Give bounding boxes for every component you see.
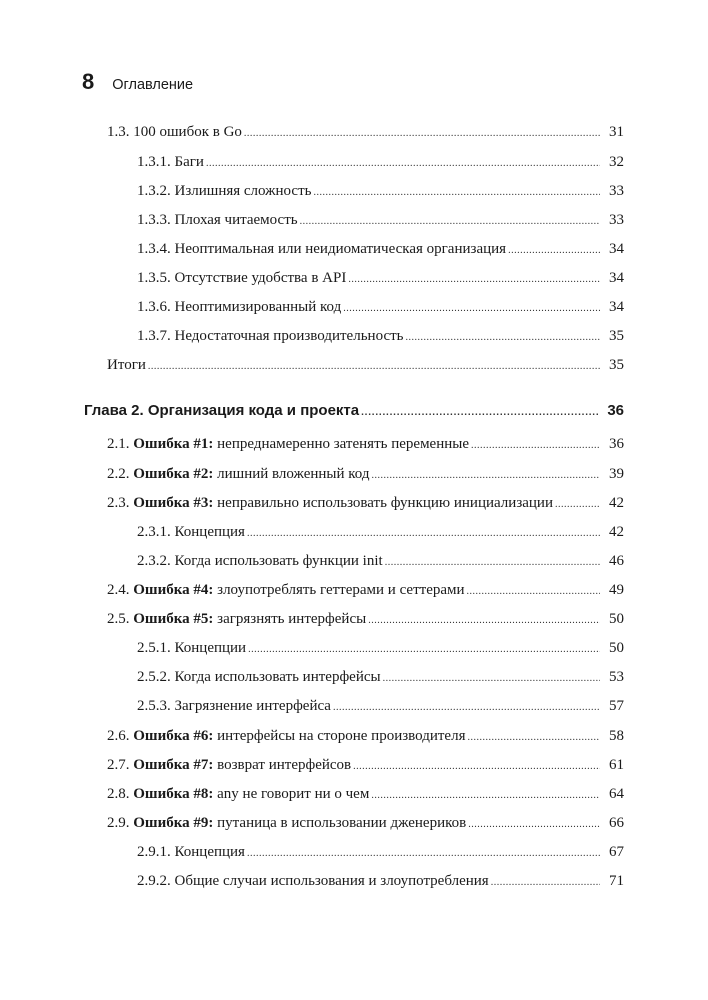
dot-leader <box>247 528 600 539</box>
toc-entry <box>0 728 708 745</box>
toc-entry-number: 1.3.1. <box>137 154 171 170</box>
toc-entry-number: 2.9.2. <box>137 873 171 889</box>
toc-entry <box>0 582 708 599</box>
toc-entry-title: интерфейсы на стороне производителя <box>217 728 466 744</box>
dot-leader <box>508 245 600 256</box>
toc-entry-mistake-label: Ошибка #4: <box>133 582 214 598</box>
toc-entry-number: 1.3.5. <box>137 270 171 286</box>
toc-entry-number: 2.3.1. <box>137 524 171 540</box>
toc-entry-number: 2.6. <box>107 728 130 744</box>
toc-entry-title: лишний вложенный код <box>217 466 370 482</box>
toc-entry-page: 31 <box>609 124 624 140</box>
toc-entry-page: 36 <box>609 436 624 452</box>
toc-entry-page: 33 <box>609 183 624 199</box>
toc-entry-title: Плохая читаемость <box>174 212 298 228</box>
toc-entry-page: 32 <box>609 154 624 170</box>
running-title: Оглавление <box>112 77 194 93</box>
toc-entry-page: 36 <box>607 402 624 419</box>
toc-entry <box>0 698 708 715</box>
toc-entry-page: 57 <box>609 698 624 714</box>
dot-leader <box>206 158 600 169</box>
toc-entry-title: путаница в использовании дженериков <box>217 815 467 831</box>
toc-entry-number: 1.3.7. <box>137 328 171 344</box>
toc-entry-title: Неоптимальная или неидиоматическая организация <box>174 241 507 257</box>
toc-entry <box>0 466 708 483</box>
toc-entry-mistake-label: Ошибка #1: <box>133 436 214 452</box>
toc-entry-title: Итоги <box>107 357 146 373</box>
dot-leader <box>248 644 600 655</box>
toc-chapter-heading <box>0 402 708 419</box>
dot-leader <box>368 615 600 626</box>
toc-entry-number: 1.3.3. <box>137 212 171 228</box>
toc-entry-title: загрязнять интерфейсы <box>217 611 367 627</box>
dot-leader <box>471 440 600 451</box>
toc-entry-number: 1.3.4. <box>137 241 171 257</box>
toc-entry-page: 34 <box>609 270 624 286</box>
toc-entry-number: 2.2. <box>107 466 130 482</box>
dot-leader <box>555 499 600 510</box>
toc-entry-number: 2.5.2. <box>137 669 171 685</box>
toc-entry-page: 33 <box>609 212 624 228</box>
toc-entry <box>0 212 708 229</box>
toc-entry <box>0 757 708 774</box>
toc-entry <box>0 495 708 512</box>
toc-entry-title: 100 ошибок в Go <box>133 124 242 140</box>
dot-leader <box>148 361 600 372</box>
toc-entry-title: Когда использовать интерфейсы <box>174 669 381 685</box>
dot-leader <box>406 332 601 343</box>
toc-entry-page: 66 <box>609 815 624 831</box>
toc-entry-page: 58 <box>609 728 624 744</box>
dot-leader <box>314 187 601 198</box>
toc-entry <box>0 241 708 258</box>
toc-entry-page: 64 <box>609 786 624 802</box>
toc-entry-page: 67 <box>609 844 624 860</box>
toc-entry-number: 2.9.1. <box>137 844 171 860</box>
toc-entry <box>0 436 708 453</box>
toc-entry <box>0 357 708 374</box>
toc-entry <box>0 786 708 803</box>
dot-leader <box>468 819 600 830</box>
toc-entry-page: 53 <box>609 669 624 685</box>
toc-entry-page: 50 <box>609 640 624 656</box>
dot-leader <box>467 586 600 597</box>
toc-entry-mistake-label: Ошибка #6: <box>133 728 214 744</box>
toc-entry <box>0 669 708 686</box>
toc-entry <box>0 815 708 832</box>
toc-entry-title: any не говорит ни о чем <box>217 786 370 802</box>
toc-entry-title: Неоптимизированный код <box>174 299 342 315</box>
dot-leader <box>300 216 600 227</box>
toc-entry-title: непреднамеренно затенять переменные <box>217 436 470 452</box>
toc-entry-title: злоупотреблять геттерами и сеттерами <box>217 582 465 598</box>
toc-entry-title: Глава 2. Организация кода и проекта <box>84 402 360 419</box>
toc-entry-page: 42 <box>609 524 624 540</box>
toc-entry-mistake-label: Ошибка #2: <box>133 466 214 482</box>
toc-entry-mistake-label: Ошибка #9: <box>133 815 214 831</box>
toc-entry-title: Загрязнение интерфейса <box>174 698 331 714</box>
dot-leader <box>333 702 600 713</box>
toc-entry-number: 2.3.2. <box>137 553 171 569</box>
toc-entry-number: 2.8. <box>107 786 130 802</box>
toc-entry-number: 2.7. <box>107 757 130 773</box>
toc-entry-page: 46 <box>609 553 624 569</box>
dot-leader <box>467 732 600 743</box>
toc-entry-page: 34 <box>609 241 624 257</box>
toc-entry-number: 2.3. <box>107 495 130 511</box>
toc-entry <box>0 640 708 657</box>
toc-entry-number: 2.5.1. <box>137 640 171 656</box>
toc-entry-page: 50 <box>609 611 624 627</box>
toc-entry <box>0 873 708 890</box>
toc-entry-page: 71 <box>609 873 624 889</box>
toc-entry <box>0 270 708 287</box>
toc-entry-mistake-label: Ошибка #5: <box>133 611 214 627</box>
toc-entry <box>0 124 708 141</box>
toc-entry <box>0 553 708 570</box>
toc-entry-number: 1.3. <box>107 124 130 140</box>
toc-entry-page: 39 <box>609 466 624 482</box>
toc-entry-page: 35 <box>609 328 624 344</box>
toc-entry-page: 42 <box>609 495 624 511</box>
toc-entry-mistake-label: Ошибка #3: <box>133 495 214 511</box>
dot-leader <box>348 274 600 285</box>
dot-leader <box>244 128 600 139</box>
toc-entry-page: 61 <box>609 757 624 773</box>
toc-entry <box>0 183 708 200</box>
toc-entry-title: возврат интерфейсов <box>217 757 352 773</box>
toc-entry-number: 2.5. <box>107 611 130 627</box>
toc-entry-title: Когда использовать функции init <box>174 553 383 569</box>
toc-entry <box>0 299 708 316</box>
toc-entry-number: 1.3.2. <box>137 183 171 199</box>
toc-entry-mistake-label: Ошибка #7: <box>133 757 214 773</box>
toc-entry-title: неправильно использовать функцию инициализации <box>217 495 553 511</box>
toc-entry-number: 2.5.3. <box>137 698 171 714</box>
toc-entry <box>0 611 708 628</box>
toc-entry <box>0 524 708 541</box>
toc-entry-title: Концепция <box>174 844 245 860</box>
dot-leader <box>361 407 600 418</box>
dot-leader <box>372 470 601 481</box>
toc-entry-page: 34 <box>609 299 624 315</box>
toc-entry-title: Недостаточная производительность <box>174 328 404 344</box>
dot-leader <box>371 790 600 801</box>
toc-entry-title: Излишняя сложность <box>174 183 312 199</box>
toc-entry-number: 2.4. <box>107 582 130 598</box>
toc-entry-page: 49 <box>609 582 624 598</box>
toc-entry-mistake-label: Ошибка #8: <box>133 786 214 802</box>
toc-entry-page: 35 <box>609 357 624 373</box>
toc-entry-title: Концепция <box>174 524 245 540</box>
toc-entry <box>0 844 708 861</box>
toc-entry-title: Концепции <box>174 640 247 656</box>
page-header <box>82 69 193 95</box>
toc-entry-title: Отсутствие удобства в API <box>174 270 347 286</box>
toc-entry-title: Общие случаи использования и злоупотребления <box>174 873 489 889</box>
dot-leader <box>343 303 600 314</box>
dot-leader <box>383 673 600 684</box>
toc-entry <box>0 154 708 171</box>
toc-entry <box>0 328 708 345</box>
toc-entry-number: 1.3.6. <box>137 299 171 315</box>
dot-leader <box>247 848 600 859</box>
dot-leader <box>491 877 600 888</box>
toc-entry-title: Баги <box>174 154 204 170</box>
dot-leader <box>385 557 600 568</box>
toc-entry-number: 2.9. <box>107 815 130 831</box>
page-number: 8 <box>82 69 95 94</box>
toc-entry-number: 2.1. <box>107 436 130 452</box>
dot-leader <box>353 761 600 772</box>
